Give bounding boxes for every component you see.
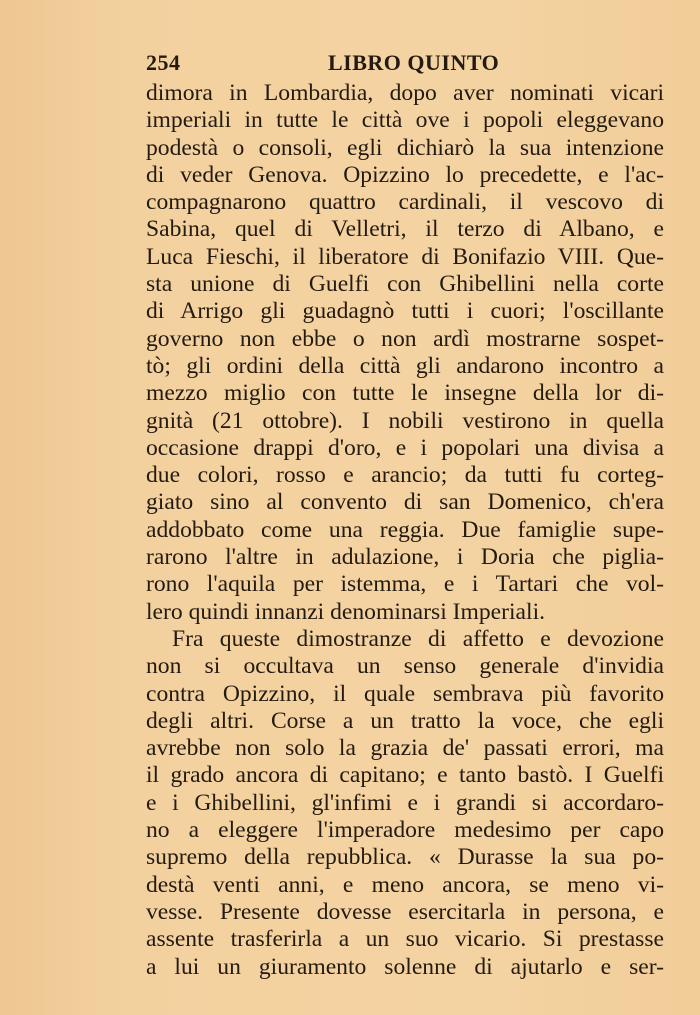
page-number: 254 bbox=[146, 50, 181, 75]
text-line: giato sino al convento di san Domenico, ch'era bbox=[146, 489, 664, 516]
paragraph-start-line: Fra queste dimostranze di affetto e devozione bbox=[172, 625, 664, 652]
text-line: rono l'aquila per istemma, e i Tartari che vol- bbox=[146, 571, 664, 598]
text-line: a lui un giuramento solenne di ajutarlo e ser- bbox=[146, 953, 664, 980]
text-line: podestà o consoli, egli dichiarò la sua intenzione bbox=[146, 134, 664, 161]
text-line: non si occultava un senso generale d'invidia bbox=[146, 653, 664, 680]
text-line: supremo della repubblica. « Durasse la sua po- bbox=[146, 844, 664, 871]
body-text bbox=[146, 80, 664, 981]
text-line: addobbato come una reggia. Due famiglie supe- bbox=[146, 516, 664, 543]
text-line: compagnarono quattro cardinali, il vescovo di bbox=[146, 189, 664, 216]
running-title: LIBRO QUINTO bbox=[328, 50, 500, 75]
text-line: avrebbe non solo la grazia de' passati errori, ma bbox=[146, 735, 664, 762]
text-line: sta unione di Guelfi con Ghibellini nella corte bbox=[146, 271, 664, 298]
text-line: Sabina, quel di Velletri, il terzo di Albano, e bbox=[146, 216, 664, 243]
text-line: destà venti anni, e meno ancora, se meno vi- bbox=[146, 871, 664, 898]
running-head bbox=[146, 50, 666, 80]
text-line: due colori, rosso e arancio; da tutti fu corteg- bbox=[146, 462, 664, 489]
text-line: contra Opizzino, il quale sembrava più favorito bbox=[146, 680, 664, 707]
text-line: assente trasferirla a un suo vicario. Si prestasse bbox=[146, 926, 664, 953]
text-line: degli altri. Corse a un tratto la voce, che egli bbox=[146, 707, 664, 734]
text-line: vesse. Presente dovesse esercitarla in persona, e bbox=[146, 898, 664, 925]
text-line: tò; gli ordini della città gli andarono incontro a bbox=[146, 352, 664, 379]
paragraph-end-line: lero quindi innanzi denominarsi Imperiali. bbox=[146, 598, 546, 625]
text-line: di veder Genova. Opizzino lo precedette, e l'ac- bbox=[146, 161, 664, 188]
text-line: Luca Fieschi, il liberatore di Bonifazio VIII. Que- bbox=[146, 243, 664, 270]
text-line: occasione drappi d'oro, e i popolari una divisa a bbox=[146, 434, 664, 461]
text-line: imperiali in tutte le città ove i popoli eleggevano bbox=[146, 107, 664, 134]
text-line: il grado ancora di capitano; e tanto bastò. I Guelfi bbox=[146, 762, 664, 789]
text-line: rarono l'altre in adulazione, i Doria che piglia- bbox=[146, 544, 664, 571]
text-line: dimora in Lombardia, dopo aver nominati vicari bbox=[146, 80, 664, 106]
text-line: governo non ebbe o non ardì mostrarne sospet- bbox=[146, 325, 664, 352]
text-line: e i Ghibellini, gl'infimi e i grandi si accordaro- bbox=[146, 789, 664, 816]
text-line: mezzo miglio con tutte le insegne della lor di- bbox=[146, 380, 664, 407]
text-line: gnità (21 ottobre). I nobili vestirono in quella bbox=[146, 407, 664, 434]
text-line: no a eleggere l'imperadore medesimo per capo bbox=[146, 817, 664, 844]
text-line: di Arrigo gli guadagnò tutti i cuori; l'oscillante bbox=[146, 298, 664, 325]
